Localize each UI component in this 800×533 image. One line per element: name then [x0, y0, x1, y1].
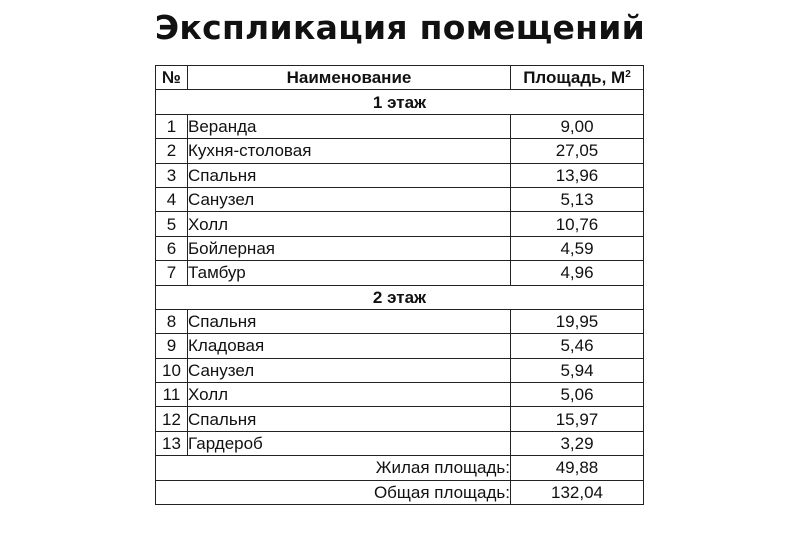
table-row — [156, 407, 644, 431]
room-name: Бойлерная — [188, 236, 511, 260]
room-name: Холл — [188, 383, 511, 407]
room-name: Холл — [188, 212, 511, 236]
room-name: Тамбур — [188, 261, 511, 285]
room-number: 2 — [156, 139, 188, 163]
room-number: 9 — [156, 334, 188, 358]
room-schedule-table — [155, 65, 644, 505]
table-row — [156, 163, 644, 187]
table-row — [156, 212, 644, 236]
living-area-row — [156, 456, 644, 480]
table-row — [156, 309, 644, 333]
table-row — [156, 187, 644, 211]
floor-heading-1: 1 этаж — [156, 90, 644, 114]
room-name: Санузел — [188, 358, 511, 382]
total-area-label: Общая площадь: — [156, 480, 511, 504]
room-number: 5 — [156, 212, 188, 236]
room-area: 27,05 — [511, 139, 644, 163]
page-title: Экспликация помещений — [154, 8, 646, 47]
header-area-superscript: 2 — [625, 69, 631, 81]
room-area: 10,76 — [511, 212, 644, 236]
room-area: 5,94 — [511, 358, 644, 382]
table-body — [156, 90, 644, 505]
table-row — [156, 383, 644, 407]
room-area: 3,29 — [511, 431, 644, 455]
room-area: 4,96 — [511, 261, 644, 285]
room-name: Веранда — [188, 114, 511, 138]
room-name: Кладовая — [188, 334, 511, 358]
room-name: Спальня — [188, 407, 511, 431]
floor-heading-2: 2 этаж — [156, 285, 644, 309]
table-row — [156, 139, 644, 163]
header-num: № — [156, 66, 188, 90]
room-area: 9,00 — [511, 114, 644, 138]
header-name: Наименование — [188, 66, 511, 90]
header-area — [511, 66, 644, 90]
living-area-value: 49,88 — [511, 456, 644, 480]
room-number: 6 — [156, 236, 188, 260]
living-area-label: Жилая площадь: — [156, 456, 511, 480]
room-name: Кухня-столовая — [188, 139, 511, 163]
room-name: Спальня — [188, 309, 511, 333]
room-area: 13,96 — [511, 163, 644, 187]
room-number: 1 — [156, 114, 188, 138]
room-area: 19,95 — [511, 309, 644, 333]
room-area: 15,97 — [511, 407, 644, 431]
room-area: 5,06 — [511, 383, 644, 407]
room-name: Гардероб — [188, 431, 511, 455]
room-area: 4,59 — [511, 236, 644, 260]
total-area-row — [156, 480, 644, 504]
table-row — [156, 114, 644, 138]
room-number: 8 — [156, 309, 188, 333]
table-row — [156, 358, 644, 382]
floor-heading-row — [156, 285, 644, 309]
table-row — [156, 431, 644, 455]
room-area: 5,13 — [511, 187, 644, 211]
floor-heading-row — [156, 90, 644, 114]
total-area-value: 132,04 — [511, 480, 644, 504]
header-row — [156, 66, 644, 90]
room-number: 11 — [156, 383, 188, 407]
room-name: Санузел — [188, 187, 511, 211]
table-row — [156, 334, 644, 358]
table-row — [156, 261, 644, 285]
header-area-label: Площадь, М — [523, 68, 626, 88]
room-name: Спальня — [188, 163, 511, 187]
room-number: 13 — [156, 431, 188, 455]
room-number: 12 — [156, 407, 188, 431]
room-number: 10 — [156, 358, 188, 382]
room-area: 5,46 — [511, 334, 644, 358]
room-number: 7 — [156, 261, 188, 285]
room-number: 3 — [156, 163, 188, 187]
table-row — [156, 236, 644, 260]
room-number: 4 — [156, 187, 188, 211]
